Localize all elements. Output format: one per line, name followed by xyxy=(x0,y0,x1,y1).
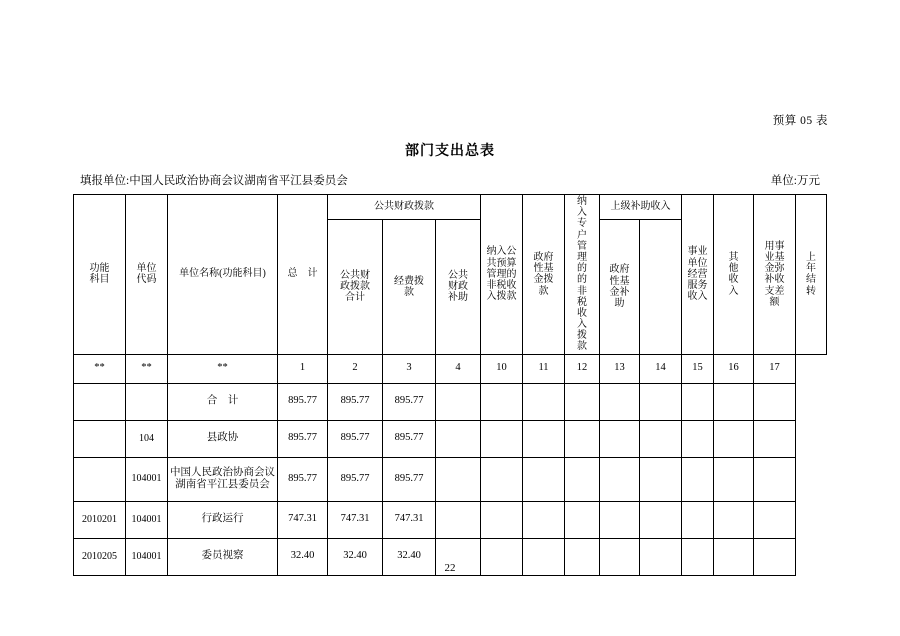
cell-non-tax-into-household xyxy=(523,501,565,538)
header-use-business-fund-balance: 用事业基金弥补收支差额 xyxy=(754,195,796,355)
meta-row xyxy=(80,172,820,188)
colnum-0: ** xyxy=(74,354,126,383)
cell-unit-name: 合 计 xyxy=(168,383,278,420)
cell-non-tax-into-public-budget xyxy=(436,501,481,538)
cell-total: 32.40 xyxy=(278,538,328,575)
colnum-6: 4 xyxy=(436,354,481,383)
header-function-code: 功能科目 xyxy=(74,195,126,355)
table-row xyxy=(74,501,827,538)
colnum-8: 11 xyxy=(523,354,565,383)
cell-use-business-fund-balance xyxy=(714,457,754,501)
cell-unit-name: 县政协 xyxy=(168,420,278,457)
cell-unit-code xyxy=(126,383,168,420)
cell-prior-year-carryover xyxy=(754,501,796,538)
cell-non-tax-into-public-budget xyxy=(436,420,481,457)
cell-operating-allocation: 32.40 xyxy=(383,538,436,575)
cell-other-income xyxy=(682,457,714,501)
cell-superior-public-fiscal xyxy=(565,420,600,457)
colnum-4: 2 xyxy=(328,354,383,383)
cell-superior-gov-fund xyxy=(600,420,640,457)
cell-gov-fund-allocation xyxy=(481,501,523,538)
cell-public-fiscal-total: 895.77 xyxy=(328,383,383,420)
colnum-5: 3 xyxy=(383,354,436,383)
cell-total: 895.77 xyxy=(278,420,328,457)
cell-unit-code: 104 xyxy=(126,420,168,457)
table-row xyxy=(74,420,827,457)
column-number-row xyxy=(74,354,827,383)
cell-unit-name: 委员视察 xyxy=(168,538,278,575)
cell-business-unit-operating-income xyxy=(640,420,682,457)
cell-public-fiscal-total: 895.77 xyxy=(328,420,383,457)
colnum-3: 1 xyxy=(278,354,328,383)
cell-function-code xyxy=(74,457,126,501)
cell-prior-year-carryover xyxy=(754,420,796,457)
header-other-income: 其他收入 xyxy=(714,195,754,355)
cell-operating-allocation: 895.77 xyxy=(383,420,436,457)
header-operating-allocation: 经费拨款 xyxy=(383,220,436,355)
cell-function-code xyxy=(74,383,126,420)
cell-unit-code: 104001 xyxy=(126,538,168,575)
cell-superior-public-fiscal xyxy=(565,457,600,501)
colnum-14: 17 xyxy=(754,354,796,383)
cell-total: 895.77 xyxy=(278,383,328,420)
cell-operating-allocation: 747.31 xyxy=(383,501,436,538)
cell-other-income xyxy=(682,501,714,538)
colnum-9: 12 xyxy=(565,354,600,383)
colnum-2: ** xyxy=(168,354,278,383)
colnum-11: 14 xyxy=(640,354,682,383)
header-unit-name: 单位名称(功能科目) xyxy=(168,195,278,355)
cell-public-fiscal-total: 747.31 xyxy=(328,501,383,538)
colnum-13: 16 xyxy=(714,354,754,383)
cell-superior-gov-fund xyxy=(600,383,640,420)
cell-gov-fund-allocation xyxy=(481,383,523,420)
cell-total: 747.31 xyxy=(278,501,328,538)
cell-superior-gov-fund xyxy=(600,457,640,501)
cell-public-fiscal-total: 32.40 xyxy=(328,538,383,575)
header-gov-fund-allocation: 政府性基金拨款 xyxy=(523,195,565,355)
cell-use-business-fund-balance xyxy=(714,501,754,538)
cell-non-tax-into-household xyxy=(523,457,565,501)
cell-business-unit-operating-income xyxy=(640,383,682,420)
header-public-fiscal-total: 公共财政拨款合计 xyxy=(328,220,383,355)
colnum-7: 10 xyxy=(481,354,523,383)
table-row xyxy=(74,383,827,420)
header-total: 总 计 xyxy=(278,195,328,355)
header-superior-gov-fund: 政府性基金补助 xyxy=(600,220,640,355)
page-title: 部门支出总表 xyxy=(405,144,495,159)
header-prior-year-carryover: 上年结转 xyxy=(796,195,827,355)
page-number: 22 xyxy=(444,562,456,574)
cell-use-business-fund-balance xyxy=(714,383,754,420)
cell-operating-allocation: 895.77 xyxy=(383,457,436,501)
table-row xyxy=(74,457,827,501)
cell-business-unit-operating-income xyxy=(640,501,682,538)
cell-non-tax-into-household xyxy=(523,420,565,457)
cell-superior-public-fiscal xyxy=(565,501,600,538)
cell-business-unit-operating-income xyxy=(640,457,682,501)
header-superior-public-fiscal: 公共财政补助 xyxy=(436,220,481,355)
colnum-1: ** xyxy=(126,354,168,383)
cell-prior-year-carryover xyxy=(754,457,796,501)
colnum-12: 15 xyxy=(682,354,714,383)
cell-use-business-fund-balance xyxy=(714,420,754,457)
header-public-fiscal-group: 公共财政拨款 xyxy=(328,195,481,220)
cell-non-tax-into-household xyxy=(523,383,565,420)
cell-gov-fund-allocation xyxy=(481,457,523,501)
cell-total: 895.77 xyxy=(278,457,328,501)
cell-unit-name: 行政运行 xyxy=(168,501,278,538)
header-business-unit-operating-income: 事业单位经营服务收入 xyxy=(682,195,714,355)
cell-prior-year-carryover xyxy=(754,383,796,420)
cell-function-code: 2010205 xyxy=(74,538,126,575)
header-unit-code: 单位代码 xyxy=(126,195,168,355)
cell-unit-code: 104001 xyxy=(126,457,168,501)
cell-non-tax-into-public-budget xyxy=(436,383,481,420)
currency-unit-label: 单位:万元 xyxy=(770,175,820,187)
cell-gov-fund-allocation xyxy=(481,420,523,457)
cell-function-code xyxy=(74,420,126,457)
cell-other-income xyxy=(682,420,714,457)
header-non-tax-into-household: 纳入专户管理的的非税收入拨款 xyxy=(565,195,600,355)
cell-superior-gov-fund xyxy=(600,501,640,538)
cell-other-income xyxy=(682,383,714,420)
cell-superior-public-fiscal xyxy=(565,383,600,420)
cell-unit-name: 中国人民政治协商会议湖南省平江县委员会 xyxy=(168,457,278,501)
header-non-tax-into-public-budget: 纳入公共预算管理的非税收入拨款 xyxy=(481,195,523,355)
form-code: 预算 05 表 xyxy=(772,115,828,127)
cell-function-code: 2010201 xyxy=(74,501,126,538)
reporting-unit-label: 填报单位:中国人民政治协商会议湖南省平江县委员会 xyxy=(80,175,348,187)
colnum-10: 13 xyxy=(600,354,640,383)
budget-expenditure-table xyxy=(73,194,827,576)
cell-operating-allocation: 895.77 xyxy=(383,383,436,420)
cell-public-fiscal-total: 895.77 xyxy=(328,457,383,501)
cell-non-tax-into-public-budget xyxy=(436,457,481,501)
header-superior-subsidy-group: 上级补助收入 xyxy=(600,195,682,220)
cell-unit-code: 104001 xyxy=(126,501,168,538)
